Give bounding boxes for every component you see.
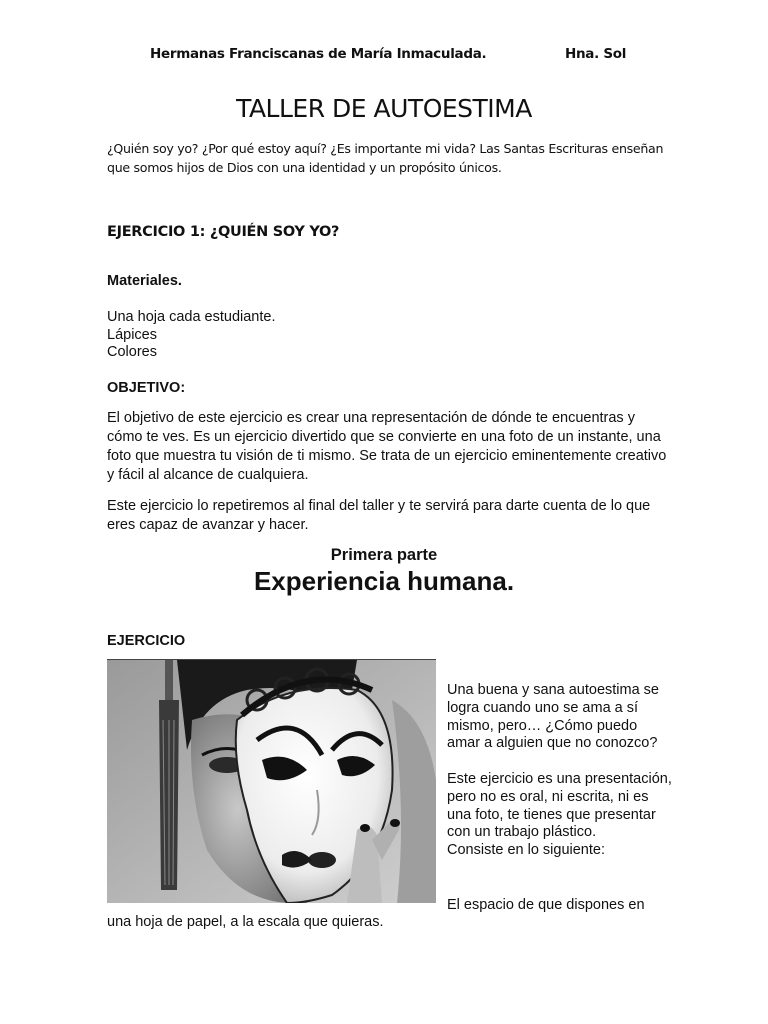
material-item: Una hoja cada estudiante. bbox=[107, 309, 276, 325]
materials-list bbox=[107, 309, 276, 362]
objective-paragraph-1: El objetivo de este ejercicio es crear una representación de dónde te encuentras y cómo te ves. Es un ejercicio divertido que se convierte en una foto de un instante, una foto que muestra tu visión de ti mismo. Se trata de un ejercicio eminentemente creativo y fácil al alcance de cualquiera. bbox=[107, 410, 667, 483]
side-paragraph-4: El espacio de que dispones en bbox=[447, 897, 645, 913]
header-organization: Hermanas Franciscanas de María Inmaculada. bbox=[150, 46, 487, 62]
material-item: Colores bbox=[107, 344, 157, 360]
exercise2-heading: EJERCICIO bbox=[107, 633, 186, 649]
side-paragraph-1: Una buena y sana autoestima se logra cuando uno se ama a sí mismo, pero… ¿Cómo puedo amar a alguien que no conozco? bbox=[447, 682, 659, 752]
objective-heading: OBJETIVO: bbox=[107, 380, 186, 396]
side-paragraph-3: Consiste en lo siguiente: bbox=[447, 842, 605, 859]
mask-photo bbox=[107, 659, 436, 903]
tail-line: una hoja de papel, a la escala que quieras. bbox=[107, 914, 384, 930]
part-title: Experiencia humana. bbox=[253, 566, 515, 596]
header-author: Hna. Sol bbox=[565, 46, 627, 62]
document-title: TALLER DE AUTOESTIMA bbox=[236, 94, 532, 123]
part-label: Primera parte bbox=[330, 546, 438, 564]
exercise2-side-text bbox=[447, 682, 672, 860]
materials-heading: Materiales. bbox=[107, 273, 182, 289]
intro-paragraph: ¿Quién soy yo? ¿Por qué estoy aquí? ¿Es importante mi vida? Las Santas Escrituras enseñan que somos hijos de Dios con una identidad y un propósito únicos. bbox=[107, 141, 664, 175]
objective-paragraph-2: Este ejercicio lo repetiremos al final del taller y te servirá para darte cuenta de lo que eres capaz de avanzar y hacer. bbox=[107, 498, 651, 533]
exercise1-heading: EJERCICIO 1: ¿QUIÉN SOY YO? bbox=[107, 224, 340, 240]
side-paragraph-2: Este ejercicio es una presentación, pero no es oral, ni escrita, ni es una foto, te tienes que presentar con un trabajo plástico. bbox=[447, 770, 672, 841]
material-item: Lápices bbox=[107, 326, 157, 343]
